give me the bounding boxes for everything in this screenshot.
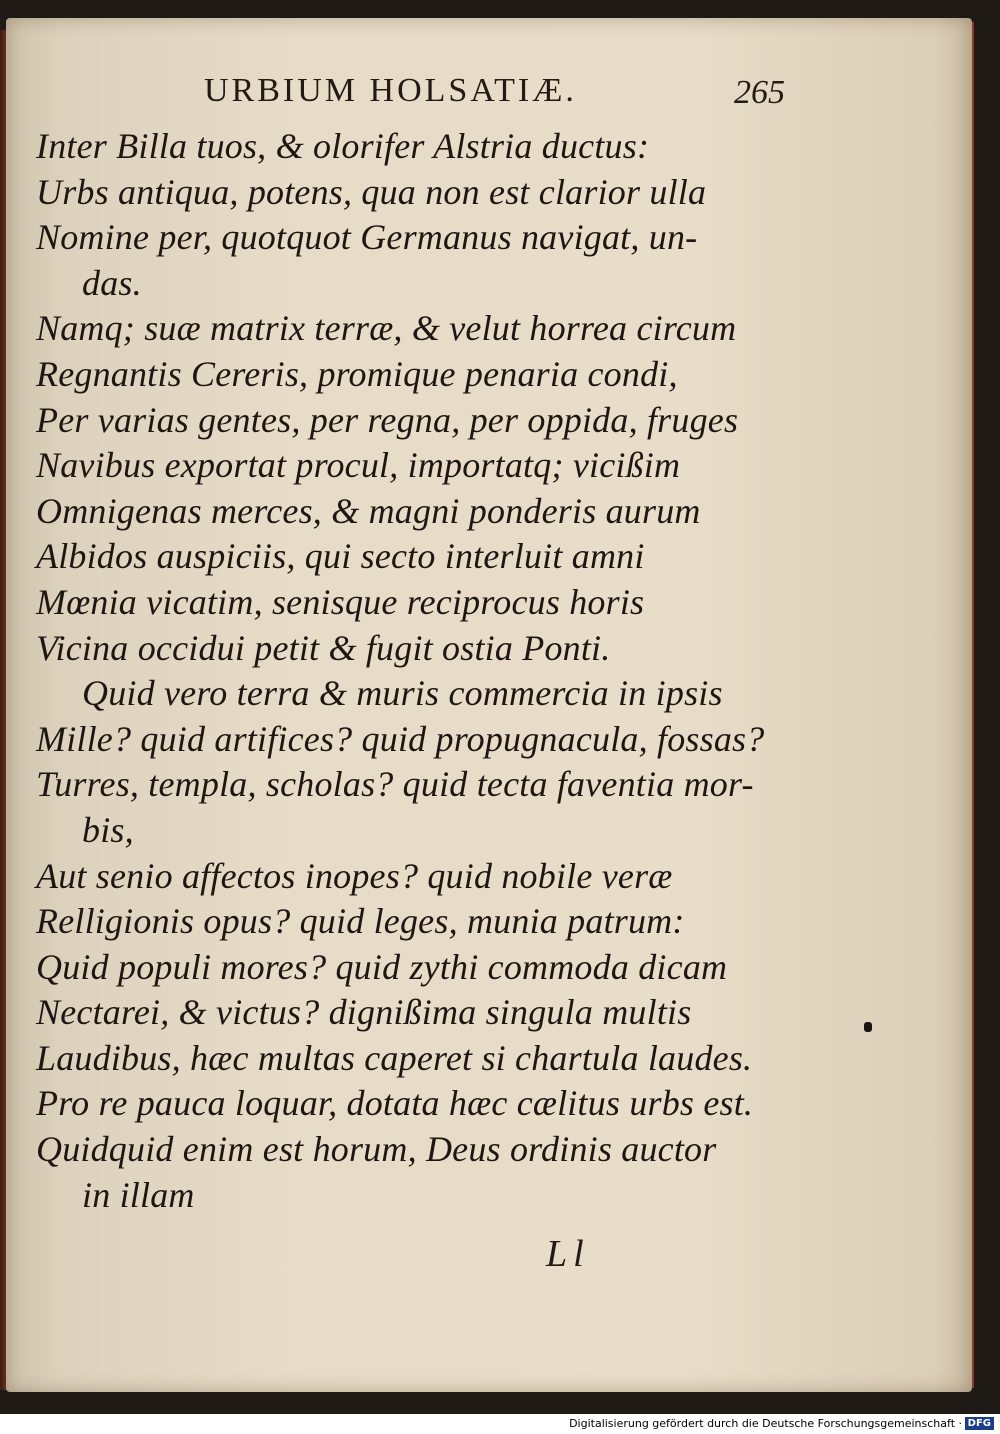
verse-line: Albidos auspiciis, qui secto interluit amni xyxy=(36,536,645,577)
verse-line: Mœnia vicatim, senisque reciprocus horis xyxy=(36,581,645,622)
signature-mark: Ll xyxy=(546,1233,590,1275)
verse-line: Turres, templa, scholas? quid tecta faventia mor- xyxy=(36,764,754,805)
funding-credit: Digitalisierung gefördert durch die Deutsche Forschungsgemeinschaft · xyxy=(569,1417,962,1430)
verse-line: Vicina occidui petit & fugit ostia Ponti. xyxy=(36,627,611,668)
verse-line: Nomine per, quotquot Germanus navigat, un- xyxy=(36,217,698,258)
ink-speck xyxy=(864,1022,872,1032)
footer-bar xyxy=(0,1414,1000,1434)
verse-line: Inter Billa tuos, & olorifer Alstria ductus: xyxy=(36,126,650,166)
verse-line: Omnigenas merces, & magni ponderis aurum xyxy=(36,490,701,531)
verse-line: Relligionis opus? quid leges, munia patrum: xyxy=(36,901,685,942)
page-number: 265 xyxy=(734,74,785,111)
verse-line: Urbs antiqua, potens, qua non est clarior ulla xyxy=(36,171,707,212)
verse-line: Aut senio affectos inopes? quid nobile veræ xyxy=(36,855,673,896)
verse-line-continuation: bis, xyxy=(82,809,134,850)
verse-line: Pro re pauca loquar, dotata hæc cælitus urbs est. xyxy=(36,1083,754,1124)
verse-line: Mille? quid artifices? quid propugnacula, fossas? xyxy=(36,718,765,759)
verse-line: Navibus exportat procul, importatq; vicißim xyxy=(36,445,681,486)
verse-line: Regnantis Cereris, promique penaria condi, xyxy=(36,353,678,394)
verse-line: Laudibus, hæc multas caperet si chartula laudes. xyxy=(36,1037,753,1078)
verse-line-continuation: in illam xyxy=(82,1174,195,1215)
verse-line: Nectarei, & victus? dignißima singula multis xyxy=(36,992,692,1033)
verse-line-indented: Quid vero terra & muris commercia in ipsis xyxy=(82,673,723,714)
verse-line: Namq; suæ matrix terræ, & velut horrea circum xyxy=(36,308,737,349)
verse-line: Quid populi mores? quid zythi commoda dicam xyxy=(36,946,728,987)
poem-text xyxy=(36,124,816,1218)
verse-line-continuation: das. xyxy=(82,262,142,303)
verse-line: Per varias gentes, per regna, per oppida, fruges xyxy=(36,399,739,440)
book-page xyxy=(6,18,972,1392)
page-header xyxy=(6,68,972,118)
dfg-logo: DFG xyxy=(965,1417,994,1430)
verse-line: Quidquid enim est horum, Deus ordinis auctor xyxy=(36,1129,717,1170)
running-title: URBIUM HOLSATIÆ. xyxy=(204,72,577,109)
